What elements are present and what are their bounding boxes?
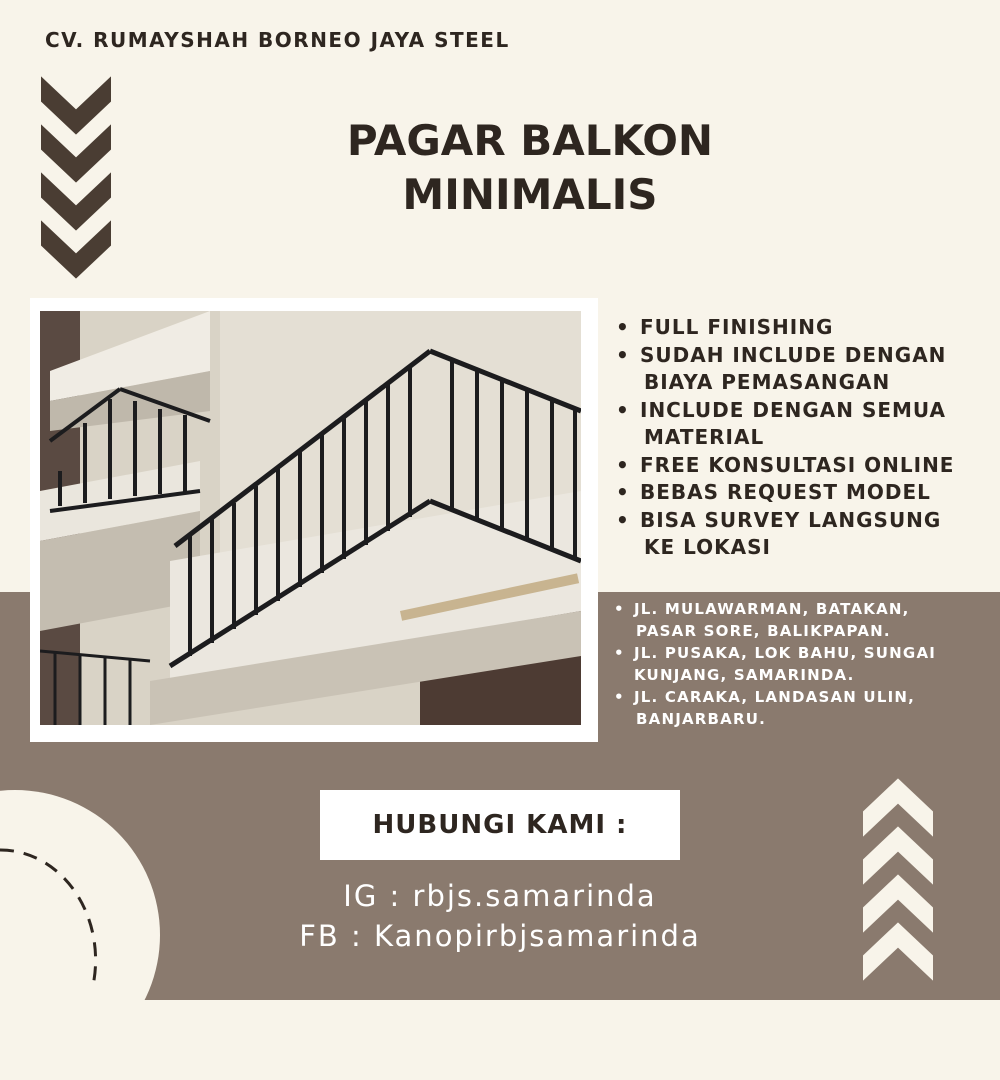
bullet-icon: • [616,397,630,422]
feature-text: BISA SURVEY LANGSUNG [640,507,942,532]
feature-list [614,314,994,562]
address-text-cont: KUNJANG, SAMARINDA. [634,666,855,684]
feature-text: FULL FINISHING [640,315,834,339]
address-text-cont: PASAR SORE, BALIKPAPAN. [636,622,891,640]
bullet-icon: • [616,315,630,339]
feature-text: SUDAH INCLUDE DENGAN [640,342,947,367]
feature-text: INCLUDE DENGAN SEMUA [640,397,947,422]
list-item [614,507,994,562]
contact-us-banner: HUBUNGI KAMI : [320,790,680,860]
instagram-handle[interactable]: IG : rbjs.samarinda [343,879,657,913]
list-item [614,452,994,480]
list-item [614,397,994,452]
bullet-icon: • [616,342,630,367]
bullet-icon: • [614,644,625,662]
feature-text: BEBAS REQUEST MODEL [640,480,931,504]
balcony-railing-illustration [40,311,581,725]
title-line-1: PAGAR BALKON [346,116,714,165]
list-item [614,314,994,342]
list-item [614,479,994,507]
title-line-2: MINIMALIS [402,170,658,219]
address-text: JL. MULAWARMAN, BATAKAN, [634,600,910,618]
facebook-handle[interactable]: FB : Kanopirbjsamarinda [299,919,701,953]
feature-text-cont: KE LOKASI [644,535,771,559]
chevron-stack-dark-icon [38,72,118,282]
list-item [614,598,994,642]
bullet-icon: • [616,452,630,477]
company-name: CV. RUMAYSHAH BORNEO JAYA STEEL [45,28,510,52]
address-list [614,598,994,730]
list-item [614,686,994,730]
chevron-stack-light-icon [860,775,940,985]
address-text: JL. PUSAKA, LOK BAHU, SUNGAI [634,644,937,662]
bullet-icon: • [616,480,630,504]
address-text-cont: BANJARBARU. [636,710,767,728]
list-item [614,642,994,686]
feature-text-cont: MATERIAL [644,425,765,449]
balcony-photo [40,311,581,725]
bullet-icon: • [614,600,625,618]
page-title [300,114,760,222]
address-text: JL. CARAKA, LANDASAN ULIN, [634,688,916,706]
list-item [614,342,994,397]
bullet-icon: • [616,507,630,532]
feature-text-cont: BIAYA PEMASANGAN [644,370,891,394]
feature-text: FREE KONSULTASI ONLINE [640,452,955,477]
bullet-icon: • [614,688,625,706]
